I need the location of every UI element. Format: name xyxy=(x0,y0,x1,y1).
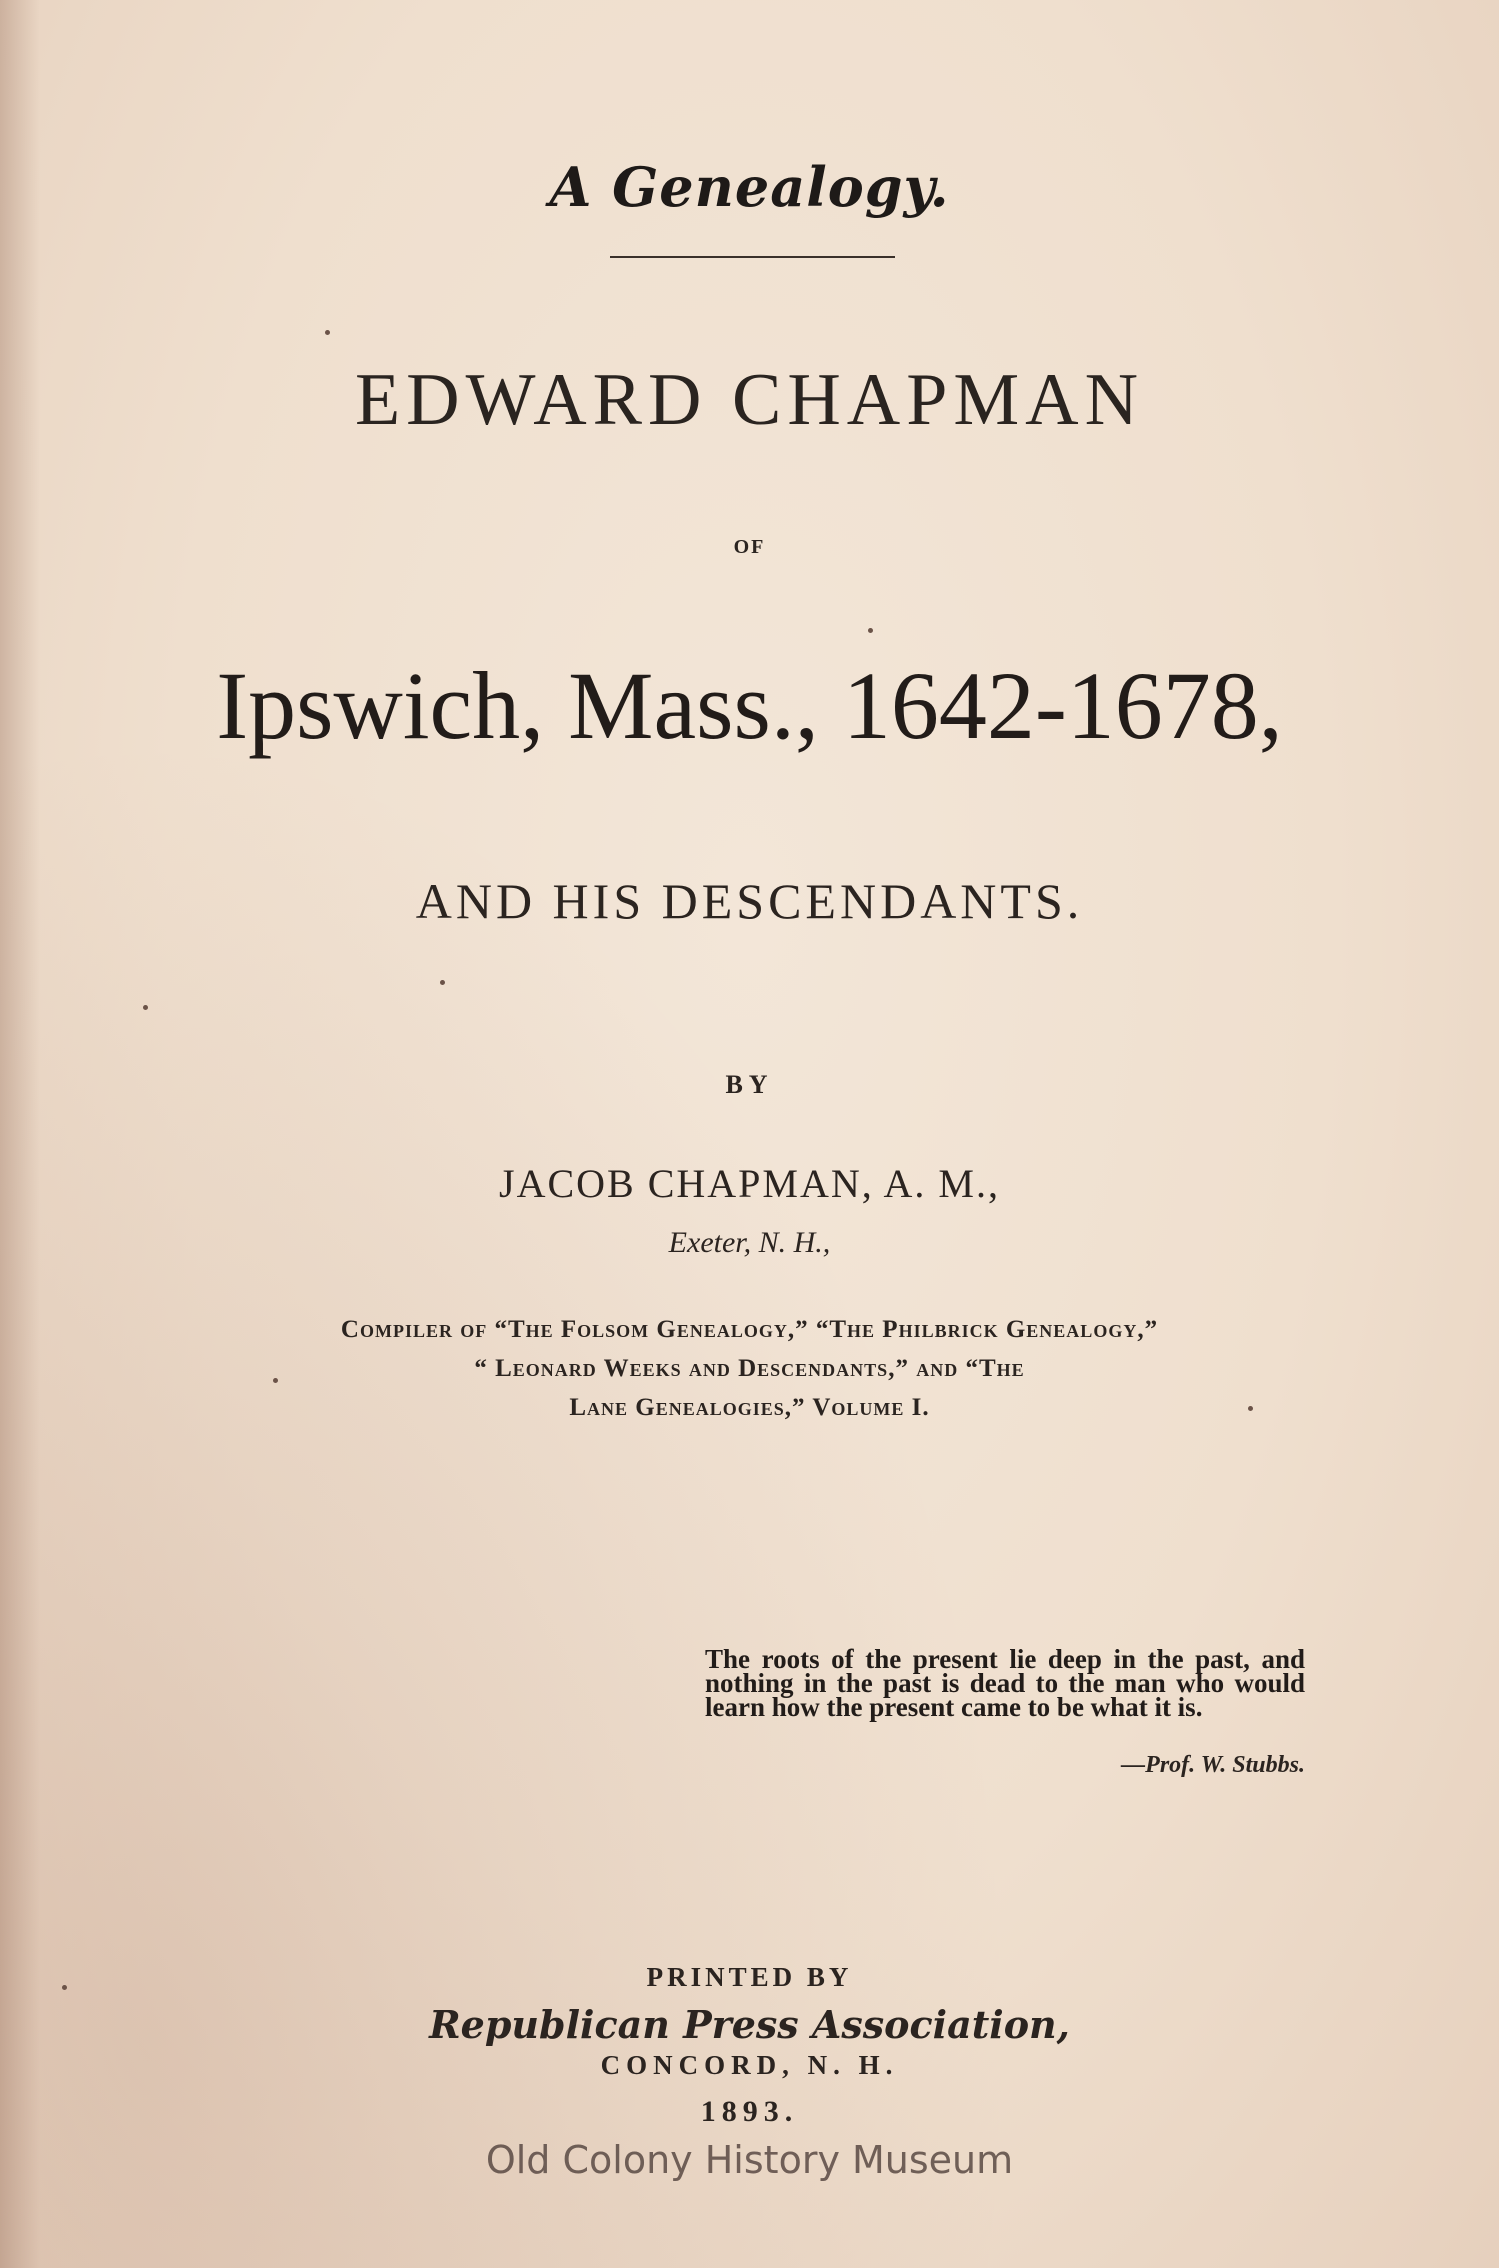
publication-year: 1893. xyxy=(700,2095,799,2128)
paper-speck xyxy=(868,628,873,633)
printer-city: CONCORD, N. H. xyxy=(600,2050,899,2080)
paper-speck xyxy=(273,1378,278,1383)
page-gutter-shadow xyxy=(0,0,40,2268)
title-connector: OF xyxy=(733,536,766,558)
paper-speck xyxy=(62,1985,67,1990)
book-title: EDWARD CHAPMAN xyxy=(354,359,1145,441)
compiler-line: Lane Genealogies,” Volume I. xyxy=(569,1394,930,1421)
title-place-dates: Ipswich, Mass., 1642-1678, xyxy=(216,652,1283,759)
compiler-line: Compiler of “The Folsom Genealogy,” “The Philbrick Genealogy,” xyxy=(340,1316,1159,1343)
museum-watermark: Old Colony History Museum xyxy=(485,2138,1014,2182)
book-subtitle: AND HIS DESCENDANTS. xyxy=(415,873,1084,929)
paper-speck xyxy=(1248,1406,1253,1411)
heading-rule xyxy=(610,256,895,258)
compiler-credits xyxy=(0,1310,1499,1427)
paper-speck xyxy=(143,1005,148,1010)
compiler-line: “ Leonard Weeks and Descendants,” and “The xyxy=(474,1355,1025,1382)
author-name: JACOB CHAPMAN, A. M., xyxy=(499,1161,1000,1206)
printed-by-label: PRINTED BY xyxy=(646,1962,853,1992)
epigraph-attribution: —Prof. W. Stubbs. xyxy=(1121,1752,1305,1778)
series-heading: A Genealogy. xyxy=(549,155,950,219)
paper-speck xyxy=(440,980,445,985)
printer-name: Republican Press Association, xyxy=(429,2002,1070,2047)
epigraph-quote: The roots of the present lie deep in the past, and nothing in the past is dead to the man who would learn how the present came to be what it is. xyxy=(705,1644,1305,1722)
by-line: BY xyxy=(725,1070,774,1099)
author-residence: Exeter, N. H., xyxy=(668,1226,831,1259)
paper-speck xyxy=(325,330,330,335)
